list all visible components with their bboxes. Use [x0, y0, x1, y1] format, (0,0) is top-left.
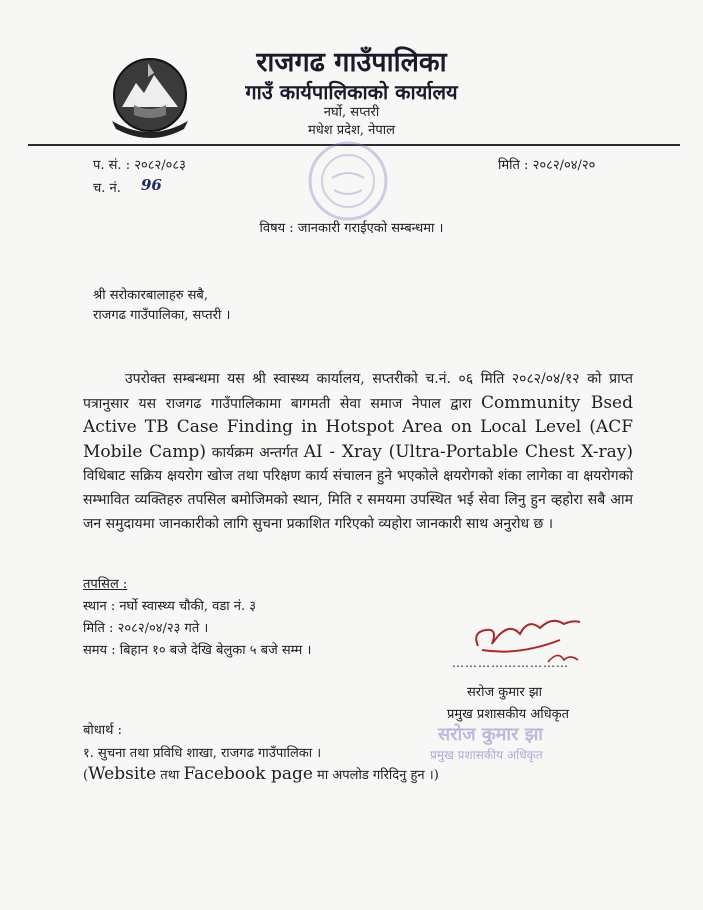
body-english-program: Community Bsed Active TB Case Finding in Hotspot Area on Local Level (ACF Mobile Camp): [83, 392, 633, 462]
detail-date: मिति : २०८२/०४/२३ गते ।: [83, 621, 209, 636]
body-english-method: AI - Xray (Ultra-Portable Chest X-ray): [303, 441, 633, 462]
cc-note-facebook: Facebook page: [183, 764, 313, 784]
cc-note: [83, 764, 439, 784]
office-name: गाउँ कार्यपालिकाको कार्यालय: [245, 80, 458, 104]
cc-item: १. सुचना तथा प्रविधि शाखा, राजगढ गाउँपालिका ।: [83, 746, 322, 761]
reference-number: प. सं. : २०८२/०८३: [93, 158, 186, 173]
cc-note-end: मा अपलोड गरिदिनु हुन ।): [312, 768, 439, 783]
detail-time: समय : बिहान १० बजे देखि बेलुका ५ बजे सम्म ।: [83, 643, 312, 658]
address-line-2: मधेश प्रदेश, नेपाल: [308, 123, 395, 138]
cc-note-open: (: [83, 768, 89, 783]
body-text-2: कार्यक्रम अन्तर्गत: [211, 444, 298, 461]
cc-title: बोधार्थ :: [83, 723, 122, 738]
details-title: तपसिल :: [83, 577, 128, 592]
name-stamp-line-1: सरोज कुमार झा: [438, 724, 543, 745]
body-paragraph: [83, 368, 633, 536]
detail-place: स्थान : नर्घो स्वास्थ्य चौकी, वडा नं. ३: [83, 599, 257, 614]
letter-date: मिति : २०८२/०४/२०: [498, 158, 596, 173]
signer-name: सरोज कुमार झा: [467, 685, 543, 700]
dispatch-number-label: च. नं.: [93, 181, 121, 196]
subject-line: विषय : जानकारी गराईएको सम्बन्धमा ।: [259, 221, 444, 236]
org-name: राजगढ गाउँपालिका: [256, 47, 447, 78]
dispatch-number-value: 96: [141, 176, 162, 194]
recipient-line-2: राजगढ गाउँपालिका, सप्तरी ।: [93, 308, 231, 323]
office-seal-icon: [298, 138, 398, 224]
cc-note-website: Website: [88, 764, 157, 784]
signature-line: ………………………: [452, 656, 569, 670]
address-line-1: नर्घो, सप्तरी: [323, 105, 380, 120]
signer-title: प्रमुख प्रशासकीय अधिकृत: [447, 707, 570, 722]
recipient-line-1: श्री सरोकारबालाहरु सबै,: [93, 288, 208, 303]
name-stamp-line-2: प्रमुख प्रशासकीय अधिकृत: [430, 748, 543, 762]
body-text-3: विधिबाट सक्रिय क्षयरोग खोज तथा परिक्षण कार्य संचालन हुने भएकोले क्षयरोगको शंका लागेका वा क्षयरोगको सम्भावित व्यक्तिहरु तपसिल बमोजिमको स्थान, मिति र समयमा उपस्थित भई सेवा लिनु हुन व्हहोरा सबै आम जन समुदायमा जानकारीको लागि सुचना प्रकाशित गरिएको व्यहोरा जानकारी साथ अनुरोध छ ।: [83, 468, 633, 532]
cc-note-mid: तथा: [156, 768, 184, 783]
body-text-1: उपरोक्त सम्बन्धमा यस श्री स्वास्थ्य कार्यालय, सप्तरीको च.नं. ०६ मिति २०८२/०४/१२ को प्राप्त पत्रानुसार यस राजगढ गाउँपालिकामा बागमती सेवा समाज नेपाल द्वारा: [83, 371, 633, 412]
